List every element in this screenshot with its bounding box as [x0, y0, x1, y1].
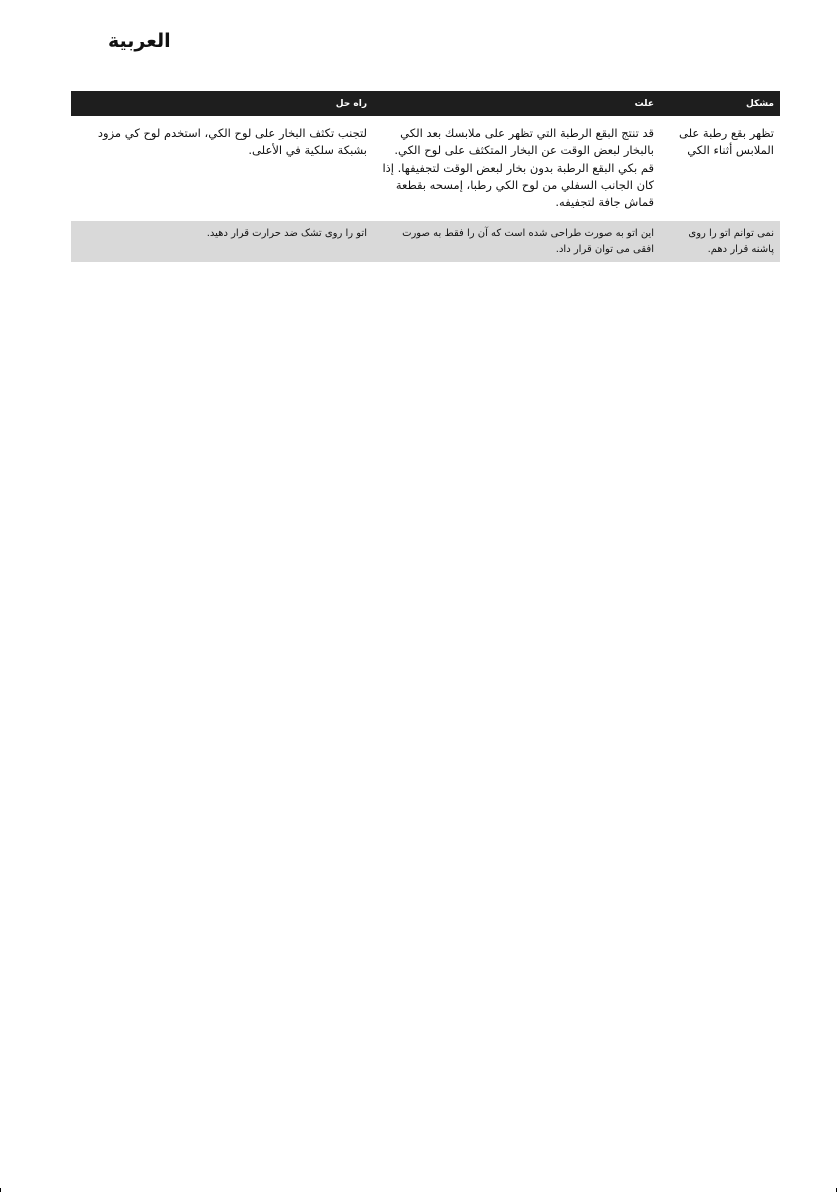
solution-cell: لتجنب تكثف البخار على لوح الكي، استخدم لوح كي مزود بشبكة سلكية في الأعلى. [97, 126, 367, 158]
table-row [71, 116, 780, 221]
crop-mark-right [836, 1188, 837, 1192]
problem-cell: نمی توانم اتو را روی پاشنه قرار دهم. [660, 221, 780, 262]
cause-cell: قد تنتج البقع الرطبة التي تظهر على ملابسك بعد الكي بالبخار لبعض الوقت عن البخار المتكثف على لوح الكي. قم بكي البقع الرطبة بدون بخار لبعض الوقت لتجفيفها. إذا كان الجانب السفلي من لوح الكي رطبا، إمسحه بقطعة قماش جافة لتجفيفه. [382, 126, 654, 209]
table-header-row [71, 91, 780, 116]
troubleshooting-table [71, 91, 780, 262]
problem-cell: تظهر بقع رطبة على الملابس أثناء الكي [679, 126, 774, 158]
solution-cell: اتو را روی تشک ضد حرارت قرار دهید. [71, 221, 373, 262]
header-solution: راه حل [71, 91, 373, 116]
table-row [71, 221, 780, 262]
cause-cell: این اتو به صورت طراحی شده است که آن را فقط به صورت افقی می توان قرار داد. [373, 221, 660, 262]
header-problem: مشكل [660, 91, 780, 116]
crop-mark-left [0, 1188, 1, 1192]
language-heading: العربية [108, 30, 171, 52]
header-cause: علت [373, 91, 660, 116]
